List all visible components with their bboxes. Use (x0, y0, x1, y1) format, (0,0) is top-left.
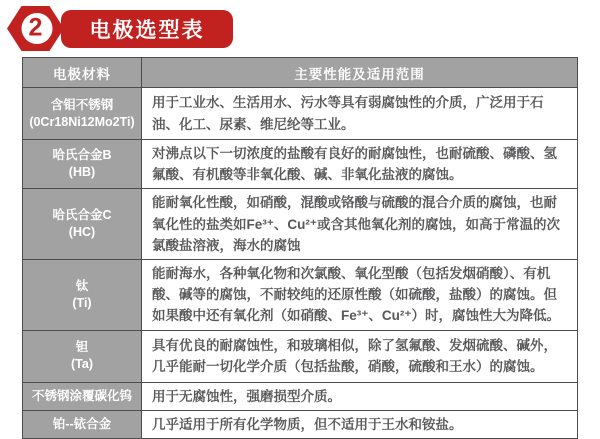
material-code: (Ti) (72, 295, 92, 310)
description-cell: 能耐海水，各种氧化物和次氯酸、氧化型酸（包括发烟硝酸）、有机酸、碱等的腐蚀，不耐较纯的还原性酸（如硫酸，盐酸）的腐蚀。但如果酸中还有氧化剂（如硝酸、Fe³⁺、Cu²⁺）时，腐蚀性大为降低。 (142, 259, 578, 330)
col-header-material: 电极材料 (23, 58, 142, 88)
col-header-performance: 主要性能及适用范围 (142, 58, 578, 88)
material-cell (23, 410, 142, 438)
material-cell (23, 330, 142, 382)
description-cell: 对沸点以下一切浓度的盐酸有良好的耐腐蚀性，也耐硫酸、磷酸、氢氟酸、有机酸等非氧化酸、碱、非氧化盐液的腐蚀。 (142, 140, 578, 189)
description-cell: 能耐氧化性酸，如硝酸，混酸或铬酸与硫酸的混合介质的腐蚀，也耐氧化性的盐类如Fe³⁺、Cu²⁺或含其他氧化剂的腐蚀，如高于常温的次氯酸盐溶液，海水的腐蚀 (142, 189, 578, 260)
table-row (23, 140, 578, 189)
material-name: 含钼不锈钢 (50, 97, 114, 112)
table-row (23, 88, 578, 140)
material-name: 钛 (75, 278, 89, 293)
page-title: 电极选型表 (89, 19, 205, 42)
description-cell: 几乎适用于所有化学物质，但不适用于王水和铵盐。 (142, 410, 578, 438)
material-cell (23, 382, 142, 410)
material-code: (0Cr18Ni12Mo2Ti) (29, 114, 135, 129)
material-name: 钽 (75, 340, 89, 355)
material-cell (23, 140, 142, 189)
table-row (23, 259, 578, 330)
material-name: 不锈钢涂覆碳化钨 (31, 388, 132, 403)
title-banner (61, 10, 233, 48)
material-name: 哈氏合金C (52, 208, 112, 223)
description-cell: 具有优良的耐腐蚀性，和玻璃相似，除了氢氟酸、发烟硫酸、碱外，几乎能耐一切化学介质（包括盐酸，硝酸，硫酸和王水）的腐蚀。 (142, 330, 578, 382)
badge-number: 2 (28, 12, 43, 41)
table-row (23, 189, 578, 260)
table-header-row (23, 58, 578, 88)
material-code: (Ta) (71, 357, 93, 371)
material-name: 哈氏合金B (52, 148, 112, 163)
table-row (23, 330, 578, 382)
header (0, 0, 600, 57)
table-row (23, 410, 578, 438)
material-cell (23, 259, 142, 330)
step-badge (6, 4, 65, 53)
material-code: (HC) (68, 225, 96, 240)
material-code: (HB) (68, 165, 96, 180)
table-row (23, 382, 578, 410)
material-name: 铂--铱合金 (52, 416, 112, 431)
electrode-selection-table (22, 57, 578, 439)
description-cell: 用于无腐蚀性，强磨损型介质。 (142, 382, 578, 410)
material-cell (23, 189, 142, 260)
description-cell: 用于工业水、生活用水、污水等具有弱腐蚀性的介质，广泛用于石油、化工、尿素、维尼纶等工业。 (142, 88, 578, 140)
material-cell (23, 88, 142, 140)
